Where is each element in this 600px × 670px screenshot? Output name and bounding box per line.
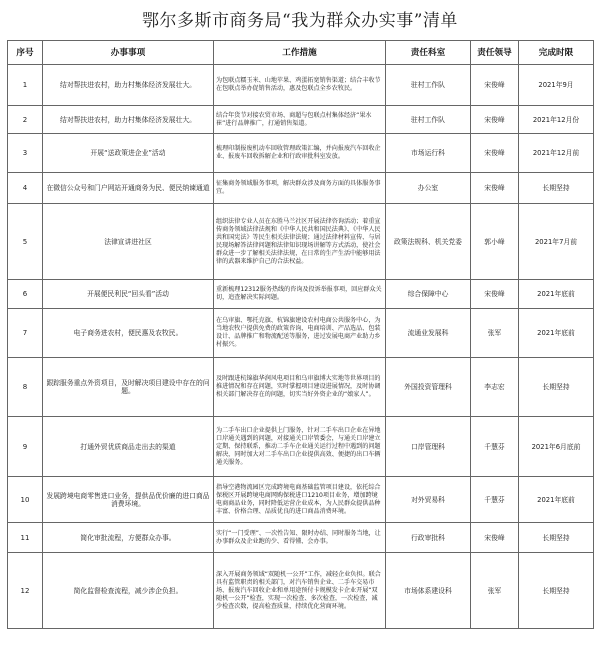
row-number: 9	[8, 417, 43, 477]
row-dept: 市场运行科	[386, 134, 471, 173]
row-number: 6	[8, 280, 43, 309]
row-number: 2	[8, 106, 43, 134]
row-leader: 李志宏	[471, 358, 519, 417]
row-deadline: 2021年6月底前	[519, 417, 594, 477]
row-measure: 结合年货节对接农贸市场、商超与包联点村集体经济“果水崔”进行品牌推广，打通销售渠道。	[214, 106, 386, 134]
table-row	[8, 553, 594, 629]
row-leader: 千慧芬	[471, 477, 519, 523]
row-measure: 组织法律专业人员在东胜马兰社区开展法律咨询活动；着重宣传商务领域法律法规和《中华人民共和国民法典》、《中华人民共和国宪法》等民生相关法律法规；通过法律材料宣传、与居民现场解答法律问题和法律知识现场讲解等方式活动，使社会群众进一步了解相关法律法规，在日常的生产生活中能够用法律的武器来维护自己的合法权益。	[214, 204, 386, 280]
row-leader: 宋俊峰	[471, 523, 519, 553]
table-row	[8, 204, 594, 280]
row-item: 跟踪服务重点外资项目，及时解决项目建设中存在的问题。	[43, 358, 214, 417]
row-dept: 行政审批科	[386, 523, 471, 553]
row-measure: 及时跟进杭锦旗华润风电项目和乌审旗博大实地等世界项目的推进情况和存在问题，实时掌握项目建设进展情况，及时协调相关部门解决存在的问题，切实当好外资企业的“娘家人”。	[214, 358, 386, 417]
row-deadline: 长期坚持	[519, 173, 594, 204]
table-row	[8, 358, 594, 417]
row-deadline: 2021年12月前	[519, 134, 594, 173]
row-deadline: 2021年7月前	[519, 204, 594, 280]
row-item: 在微信公众号和门户网站开通商务为民、便民纳谏通道	[43, 173, 214, 204]
header-dept: 责任科室	[386, 41, 471, 65]
task-table	[7, 40, 594, 629]
row-leader: 郭小峰	[471, 204, 519, 280]
row-deadline: 长期坚持	[519, 523, 594, 553]
header-leader: 责任领导	[471, 41, 519, 65]
row-number: 4	[8, 173, 43, 204]
row-measure: 征集商务领域服务事项，解决群众涉及商务方面的具体服务事宜。	[214, 173, 386, 204]
row-number: 12	[8, 553, 43, 629]
row-number: 11	[8, 523, 43, 553]
row-number: 10	[8, 477, 43, 523]
row-item: 简化监督检查流程，减少涉企负担。	[43, 553, 214, 629]
row-dept: 流通业发展科	[386, 309, 471, 358]
row-deadline: 2021年12月份	[519, 106, 594, 134]
row-item: 结对帮扶进农村，助力村集体经济发展壮大。	[43, 65, 214, 106]
row-item: 发展跨境电商零售进口业务，提供品优价廉的进口商品消费环境。	[43, 477, 214, 523]
row-item: 简化审批流程，方便群众办事。	[43, 523, 214, 553]
row-leader: 张军	[471, 309, 519, 358]
row-deadline: 2021年底前	[519, 280, 594, 309]
row-number: 5	[8, 204, 43, 280]
row-measure: 为二手车出口企业提供上门服务，针对二手车出口企业在异地口岸通关遇到的问题，对接通关口岸管委会，与通关口岸建立定期、保持联系，推动二手车企业通关运行过程中遇到的问题解决，同时加大对二手车出口企业提供高效、便捷的出口车辆通关服务。	[214, 417, 386, 477]
row-leader: 宋俊峰	[471, 106, 519, 134]
row-leader: 宋俊峰	[471, 173, 519, 204]
row-dept: 对外贸易科	[386, 477, 471, 523]
row-item: 开展“送政策进企业”活动	[43, 134, 214, 173]
row-measure: 实行“一门受理”、一次性告知、限时办结、同时服务当地，让办事群众及企业跑的少、看得懂、会办事。	[214, 523, 386, 553]
table-row	[8, 134, 594, 173]
row-measure: 梳理印制报废机动车回收管理政策汇编，并向报废汽车回收企业、报废车回收拆解企业和行政审批科室发放。	[214, 134, 386, 173]
row-leader: 宋俊峰	[471, 134, 519, 173]
row-number: 8	[8, 358, 43, 417]
row-measure: 指导空港物流园区完成跨境电商基础监管项目建设，依托综合保税区开展跨境电商网购保税进口1210项目业务，增加跨境电商商品业务，同时降低运营企业成本，为人民群众提供品种丰富、价格合理、品质优良的进口商品消费环境。	[214, 477, 386, 523]
header-deadline: 完成时限	[519, 41, 594, 65]
header-row	[8, 41, 594, 65]
row-leader: 千慧芬	[471, 417, 519, 477]
table-row	[8, 523, 594, 553]
row-deadline: 长期坚持	[519, 553, 594, 629]
row-number: 7	[8, 309, 43, 358]
row-deadline: 长期坚持	[519, 358, 594, 417]
table-row	[8, 309, 594, 358]
row-dept: 综合保障中心	[386, 280, 471, 309]
row-dept: 驻村工作队	[386, 106, 471, 134]
row-item: 开展便民利民“回头看”活动	[43, 280, 214, 309]
row-leader: 宋俊峰	[471, 65, 519, 106]
row-dept: 驻村工作队	[386, 65, 471, 106]
row-measure: 重新梳理12312服务热线的咨询及投诉举报事项，回应群众关切，追查解决实际问题。	[214, 280, 386, 309]
row-item: 结对帮扶进农村，助力村集体经济发展壮大。	[43, 106, 214, 134]
table-row	[8, 417, 594, 477]
row-item: 打通外贸优质商品走出去的渠道	[43, 417, 214, 477]
page-title: 鄂尔多斯市商务局“我为群众办实事”清单	[142, 11, 458, 31]
row-number: 3	[8, 134, 43, 173]
row-measure: 为包联点糯玉米、山地苹果、鸡蛋拓宽销售渠道；结合丰收节在包联点举办促销售活动，惠及包联点全乡农牧民。	[214, 65, 386, 106]
table-row	[8, 173, 594, 204]
row-deadline: 2021年底前	[519, 477, 594, 523]
row-item: 法律宣讲进社区	[43, 204, 214, 280]
row-dept: 市场体系建设科	[386, 553, 471, 629]
row-measure: 深入开展商务领域“双随机一公开”工作，减轻企业负担。联合具有监管职责的相关部门，对汽车销售企业、二手车交易市场、报废汽车回收企业和单用途预付卡规模发卡企业开展“双随机一公开”检查，实现一次检查、多次检查，一次检查，减少检查次数，提高检查质量，持续优化营商环境。	[214, 553, 386, 629]
row-dept: 口岸管理科	[386, 417, 471, 477]
row-dept: 外国投资管理科	[386, 358, 471, 417]
row-leader: 张军	[471, 553, 519, 629]
row-item: 电子商务进农村，便民惠及农牧民。	[43, 309, 214, 358]
header-measure: 工作措施	[214, 41, 386, 65]
table-row	[8, 106, 594, 134]
row-leader: 宋俊峰	[471, 280, 519, 309]
table-row	[8, 280, 594, 309]
row-dept: 政策法规科、机关党委	[386, 204, 471, 280]
row-dept: 办公室	[386, 173, 471, 204]
row-measure: 在乌审旗、鄂托克旗、杭锦旗建设农村电商公共服务中心，为当地农牧户提供免费的政策咨询、电商培训、产品选品、包装设计、品牌推广和物流配送等服务，进过发展电商产业助力乡村振兴。	[214, 309, 386, 358]
table-row	[8, 477, 594, 523]
row-deadline: 2021年底前	[519, 309, 594, 358]
row-deadline: 2021年9月	[519, 65, 594, 106]
header-item: 办事事项	[43, 41, 214, 65]
header-number: 序号	[8, 41, 43, 65]
table-row	[8, 65, 594, 106]
row-number: 1	[8, 65, 43, 106]
